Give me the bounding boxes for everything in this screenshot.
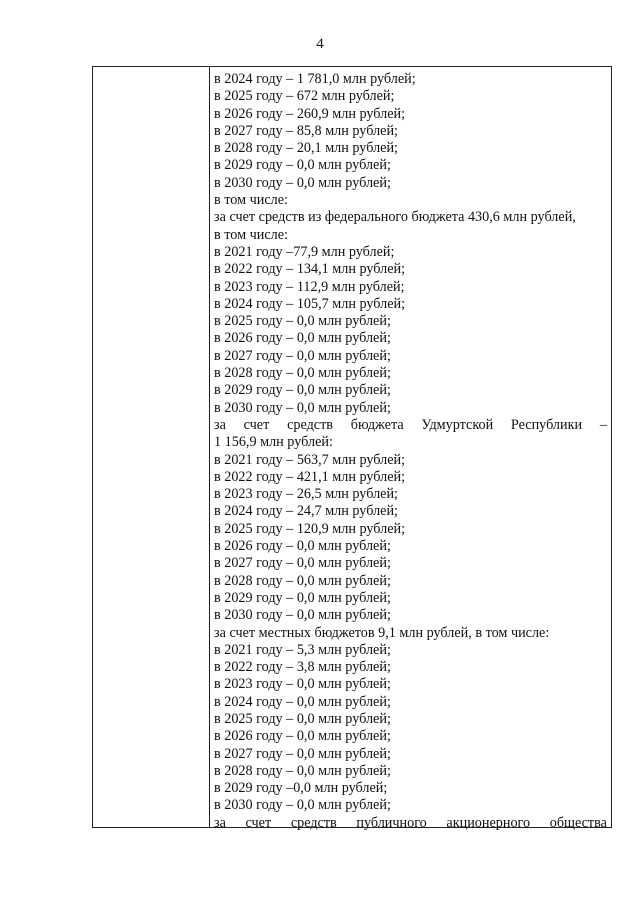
text-line: в 2028 году – 20,1 млн рублей; (214, 140, 398, 157)
word: бюджета (350, 416, 404, 433)
text-line: в 2028 году – 0,0 млн рублей; (214, 572, 391, 589)
text-line: в 2026 году – 260,9 млн рублей; (214, 105, 406, 122)
table-right-column (210, 67, 611, 831)
text-line: в 2026 году – 0,0 млн рублей; (214, 330, 391, 347)
text-line: в 2024 году – 24,7 млн рублей; (214, 503, 398, 520)
text-line: в 2023 году – 112,9 млн рублей; (214, 278, 405, 295)
text-line: в том числе: (214, 192, 288, 209)
text-line: в 2027 году – 0,0 млн рублей; (214, 745, 391, 762)
word: счет (245, 814, 272, 831)
text-line: в 2026 году – 0,0 млн рублей; (214, 538, 391, 555)
text-line: в 2025 году – 0,0 млн рублей; (214, 313, 391, 330)
word: счет (243, 416, 270, 433)
text-line: в 2030 году – 0,0 млн рублей; (214, 399, 391, 416)
text-line: в 2025 году – 120,9 млн рублей; (214, 520, 406, 537)
text-line: в 2026 году – 0,0 млн рублей; (214, 728, 391, 745)
text-line: в 2028 году – 0,0 млн рублей; (214, 762, 391, 779)
text-line: 1 156,9 млн рублей: (214, 434, 333, 451)
text-line: в 2030 году – 0,0 млн рублей; (214, 174, 391, 191)
word: за (214, 416, 226, 433)
pjsc-funding-heading (214, 815, 607, 832)
word: Удмуртской (421, 416, 494, 433)
text-line: в том числе: (214, 226, 288, 243)
page-number: 4 (316, 36, 324, 52)
text-line: в 2027 году – 0,0 млн рублей; (214, 347, 391, 364)
text-line: за счет средств из федерального бюджета 430,6 млн рублей, (214, 209, 576, 226)
text-line: в 2029 году – 0,0 млн рублей; (214, 382, 391, 399)
text-line: в 2029 году – 0,0 млн рублей; (214, 157, 391, 174)
word: акционерного (446, 814, 531, 831)
table-left-column (93, 67, 210, 827)
text-line: в 2029 году –0,0 млн рублей; (214, 780, 388, 797)
udmurt-budget-heading (214, 417, 607, 434)
text-line: в 2025 году – 0,0 млн рублей; (214, 710, 391, 727)
text-line: в 2022 году – 421,1 млн рублей; (214, 468, 406, 485)
word: средств (290, 814, 337, 831)
text-line: в 2024 году – 105,7 млн рублей; (214, 295, 406, 312)
word: за (214, 814, 226, 831)
word: Республики (510, 416, 583, 433)
text-line: в 2027 году – 0,0 млн рублей; (214, 555, 391, 572)
text-line: в 2023 году – 0,0 млн рублей; (214, 676, 391, 693)
text-line: в 2021 году –77,9 млн рублей; (214, 243, 395, 260)
text-line: в 2030 году – 0,0 млн рублей; (214, 607, 391, 624)
document-table (92, 66, 612, 831)
word: общества (549, 814, 607, 831)
text-line: в 2025 году – 672 млн рублей; (214, 88, 395, 105)
word: – (599, 416, 607, 433)
text-line: в 2024 году – 0,0 млн рублей; (214, 693, 391, 710)
text-line: за счет местных бюджетов 9,1 млн рублей, в том числе: (214, 624, 550, 641)
text-line: в 2027 году – 85,8 млн рублей; (214, 122, 398, 139)
text-line: в 2022 году – 3,8 млн рублей; (214, 659, 391, 676)
text-line: в 2021 году – 563,7 млн рублей; (214, 451, 406, 468)
word: публичного (356, 814, 427, 831)
text-line: в 2029 году – 0,0 млн рублей; (214, 589, 391, 606)
text-line: в 2022 году – 134,1 млн рублей; (214, 261, 406, 278)
text-line: в 2028 году – 0,0 млн рублей; (214, 365, 391, 382)
text-line: в 2030 году – 0,0 млн рублей; (214, 797, 391, 814)
word: средств (287, 416, 333, 433)
text-line: в 2024 году – 1 781,0 млн рублей; (214, 71, 416, 87)
text-line: в 2021 году – 5,3 млн рублей; (214, 641, 391, 658)
text-line: в 2023 году – 26,5 млн рублей; (214, 486, 398, 503)
